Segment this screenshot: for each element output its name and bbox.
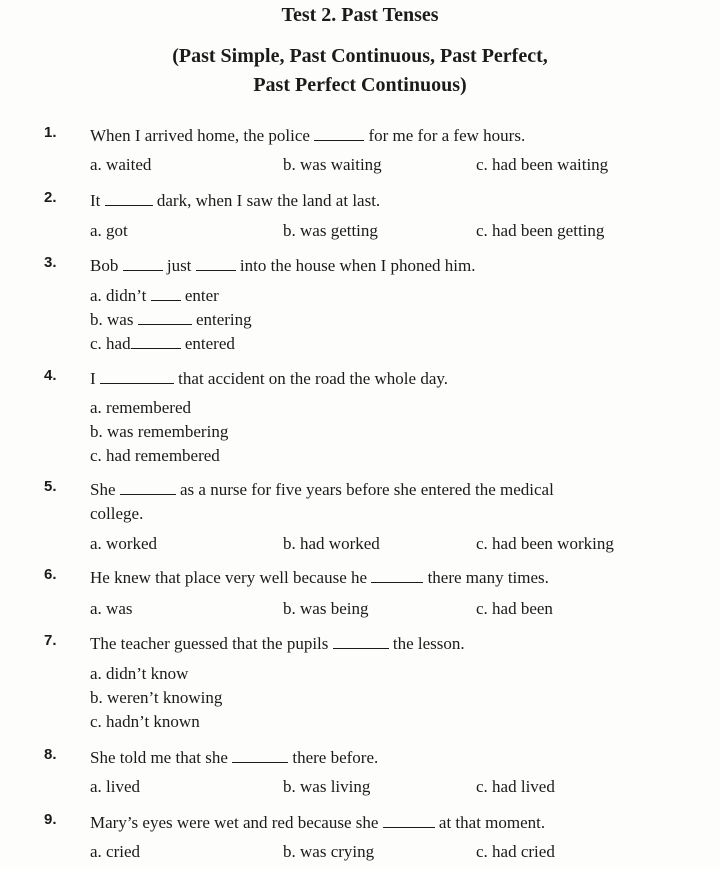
question-text: It dark, when I saw the land at last. — [90, 191, 381, 210]
question-text: She as a nurse for five years before she entered the medical college. — [90, 480, 554, 523]
question-number: 7. — [44, 632, 57, 649]
question-text: I that accident on the road the whole day. — [90, 369, 449, 388]
test-title: Test 2. Past Tenses — [281, 4, 439, 26]
answer-blank — [100, 369, 174, 384]
question-number: 9. — [44, 811, 57, 828]
option-c: c. hadn’t known — [90, 712, 200, 731]
question-number: 1. — [44, 124, 57, 141]
question-text: Bob just into the house when I phoned him. — [90, 256, 476, 275]
option-c: c. had lived — [476, 777, 555, 796]
question-text: She told me that she there before. — [90, 748, 379, 767]
option-a: a. cried — [90, 842, 141, 861]
answer-blank — [105, 191, 153, 206]
question-text: He knew that place very well because he there many times. — [90, 568, 549, 587]
answer-blank — [131, 334, 181, 349]
question-text: When I arrived home, the police for me for a few hours. — [90, 126, 526, 145]
question-number: 5. — [44, 478, 57, 495]
option-c: c. had been — [476, 599, 553, 618]
option-c: c. had been working — [476, 534, 614, 553]
option-a: a. got — [90, 221, 128, 240]
option-a: a. lived — [90, 777, 141, 796]
answer-blank — [333, 634, 389, 649]
option-c: c. had been getting — [476, 221, 605, 240]
option-b: b. weren’t knowing — [90, 688, 223, 707]
answer-blank — [123, 256, 163, 271]
option-b: b. was getting — [283, 221, 378, 240]
option-a: a. didn’t enter — [90, 286, 219, 305]
question-text: The teacher guessed that the pupils the lesson. — [90, 634, 465, 653]
answer-blank — [314, 126, 364, 141]
option-c: c. had been waiting — [476, 155, 609, 174]
option-a: a. didn’t know — [90, 664, 189, 683]
option-b: b. was living — [283, 777, 371, 796]
question-number: 6. — [44, 566, 57, 583]
option-c: c. had remembered — [90, 446, 220, 465]
test-subtitle-line2: Past Perfect Continuous) — [253, 74, 467, 96]
option-b: b. was waiting — [283, 155, 382, 174]
answer-blank — [383, 813, 435, 828]
option-c: c. had cried — [476, 842, 555, 861]
test-subtitle-line1: (Past Simple, Past Continuous, Past Perfect, — [172, 45, 548, 67]
option-b: b. was being — [283, 599, 369, 618]
option-a: a. worked — [90, 534, 158, 553]
answer-blank — [232, 748, 288, 763]
option-c: c. had entered — [90, 334, 235, 353]
answer-blank — [120, 480, 176, 495]
question-number: 2. — [44, 189, 57, 206]
option-a: a. remembered — [90, 398, 191, 417]
answer-blank — [138, 310, 192, 325]
answer-blank — [196, 256, 236, 271]
option-a: a. waited — [90, 155, 152, 174]
answer-blank — [151, 286, 181, 301]
question-number: 4. — [44, 367, 57, 384]
option-b: b. had worked — [283, 534, 380, 553]
option-b: b. was remembering — [90, 422, 229, 441]
option-a: a. was — [90, 599, 133, 618]
answer-blank — [371, 568, 423, 583]
question-number: 3. — [44, 254, 57, 271]
option-b: b. was crying — [283, 842, 375, 861]
question-number: 8. — [44, 746, 57, 763]
option-b: b. was entering — [90, 310, 252, 329]
question-text: Mary’s eyes were wet and red because she at that moment. — [90, 813, 546, 832]
